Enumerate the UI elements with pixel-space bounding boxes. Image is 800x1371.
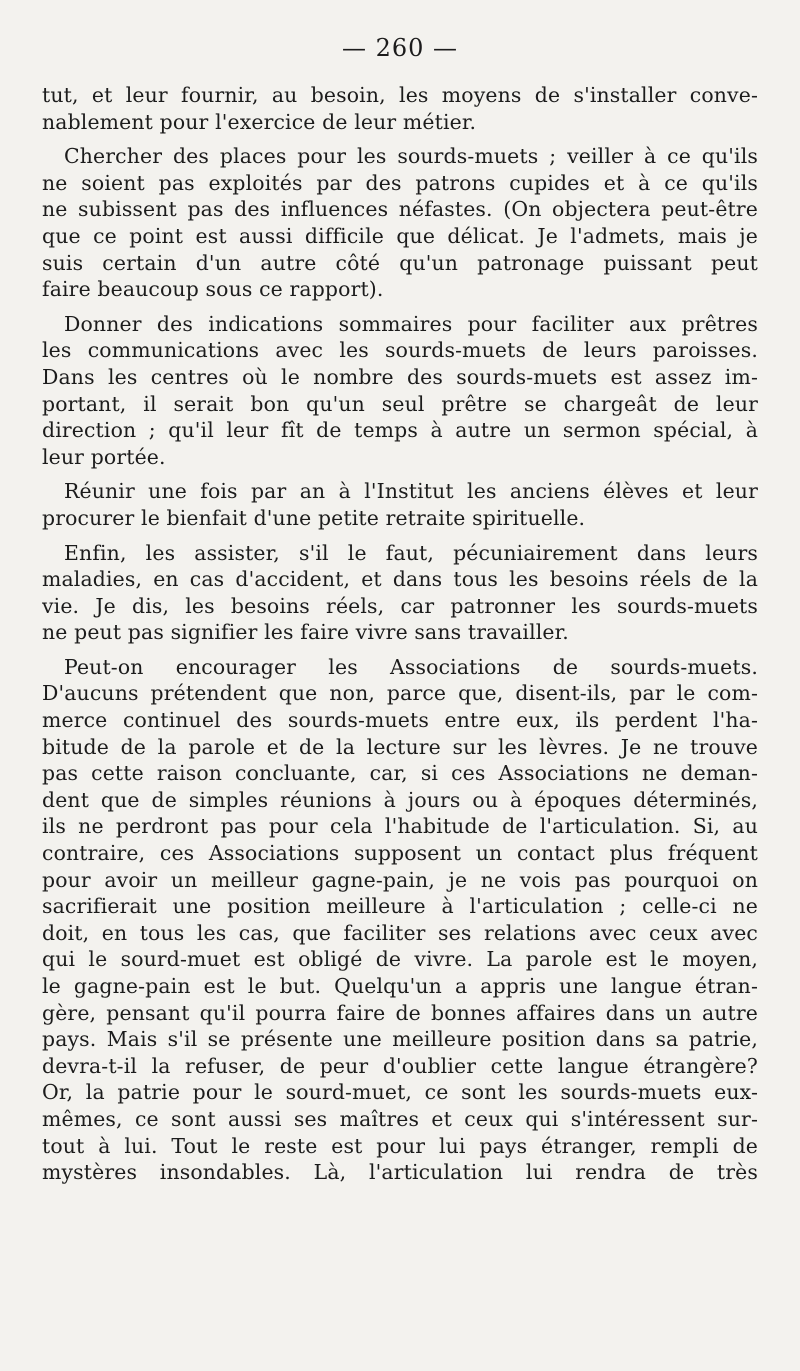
text-line: mystères insondables. Là, l'articulation lui rendra de très: [42, 1160, 758, 1185]
text-line: Donner des indications sommaires pour faciliter aux prêtres: [64, 311, 758, 336]
text-line: doit, en tous les cas, que faciliter ses relations avec ceux avec: [42, 920, 758, 945]
paragraph: [42, 654, 758, 1186]
text-line: contraire, ces Associations supposent un contact plus fréquent: [42, 841, 758, 866]
paragraph: [42, 143, 758, 303]
text-line: tout à lui. Tout le reste est pour lui pays étranger, rempli de: [42, 1133, 758, 1158]
text-line: le gagne-pain est le but. Quelqu'un a appris une langue étran-: [42, 974, 758, 998]
text-line: Dans les centres où le nombre des sourds-muets est assez im-: [42, 364, 758, 389]
text-line: gère, pensant qu'il pourra faire de bonnes affaires dans un autre: [42, 1000, 758, 1025]
text-line: Réunir une fois par an à l'Institut les anciens élèves et leur: [64, 479, 758, 504]
text-line: ne soient pas exploités par des patrons cupides et à ce qu'ils: [42, 170, 758, 195]
text-line: Or, la patrie pour le sourd-muet, ce sont les sourds-muets eux-: [42, 1080, 758, 1105]
text-line: procurer le bienfait d'une petite retraite spirituelle.: [42, 505, 586, 530]
text-line: bitude de la parole et de la lecture sur les lèvres. Je ne trouve: [42, 734, 758, 759]
text-line: pas cette raison concluante, car, si ces Associations ne deman-: [42, 761, 758, 786]
text-line: Enfin, les assister, s'il le faut, pécuniairement dans leurs: [64, 540, 758, 565]
text-line: que ce point est aussi difficile que délicat. Je l'admets, mais je: [42, 223, 758, 248]
text-line: mêmes, ce sont aussi ses maîtres et ceux qui s'intéressent sur-: [42, 1106, 758, 1131]
text-line: tut, et leur fournir, au besoin, les moyens de s'installer conve-: [42, 83, 758, 107]
text-line: pays. Mais s'il se présente une meilleure position dans sa patrie,: [42, 1027, 758, 1052]
text-line: merce continuel des sourds-muets entre eux, ils perdent l'ha-: [42, 708, 758, 733]
text-line: D'aucuns prétendent que non, parce que, disent-ils, par le com-: [42, 681, 758, 706]
text-line: ils ne perdront pas pour cela l'habitude de l'articulation. Si, au: [42, 814, 758, 839]
paragraph-gap: [42, 646, 758, 654]
text-line: direction ; qu'il leur fît de temps à autre un sermon spécial, à: [42, 418, 758, 443]
text-line: devra-t-il la refuser, de peur d'oublier cette langue étrangère?: [42, 1053, 758, 1078]
text-line: qui le sourd-muet est obligé de vivre. La parole est le moyen,: [42, 947, 758, 972]
paragraph-gap: [42, 135, 758, 143]
text-line: maladies, en cas d'accident, et dans tous les besoins réels de la: [42, 567, 758, 592]
text-line: ne subissent pas des influences néfastes. (On objectera peut-être: [42, 197, 758, 222]
text-line: suis certain d'un autre côté qu'un patronage puissant peut: [42, 250, 758, 275]
text-line: portant, il serait bon qu'un seul prêtre se chargeât de leur: [42, 391, 758, 416]
page-text: [42, 82, 758, 1186]
text-line: les communications avec les sourds-muets de leurs paroisses.: [42, 338, 758, 363]
paragraph: [42, 82, 758, 135]
text-line: nablement pour l'exercice de leur métier.: [42, 109, 477, 134]
text-line: pour avoir un meilleur gagne-pain, je ne vois pas pourquoi on: [42, 867, 758, 892]
paragraph: [42, 540, 758, 646]
text-line: Peut-on encourager les Associations de sourds-muets.: [64, 654, 758, 679]
text-line: vie. Je dis, les besoins réels, car patronner les sourds-muets: [42, 593, 758, 618]
paragraph-gap: [42, 532, 758, 540]
page-number: — 260 —: [341, 34, 459, 62]
text-line: Chercher des places pour les sourds-muets ; veiller à ce qu'ils: [64, 144, 758, 169]
text-line: dent que de simples réunions à jours ou à époques déterminés,: [42, 787, 758, 812]
text-line: ne peut pas signifier les faire vivre sans travailler.: [42, 620, 569, 645]
paragraph-gap: [42, 470, 758, 478]
paragraph: [42, 311, 758, 471]
text-line: faire beaucoup sous ce rapport).: [42, 277, 384, 302]
paragraph: [42, 478, 758, 531]
text-line: leur portée.: [42, 444, 166, 469]
paragraph-gap: [42, 303, 758, 311]
text-line: sacrifierait une position meilleure à l'articulation ; celle-ci ne: [42, 894, 758, 919]
